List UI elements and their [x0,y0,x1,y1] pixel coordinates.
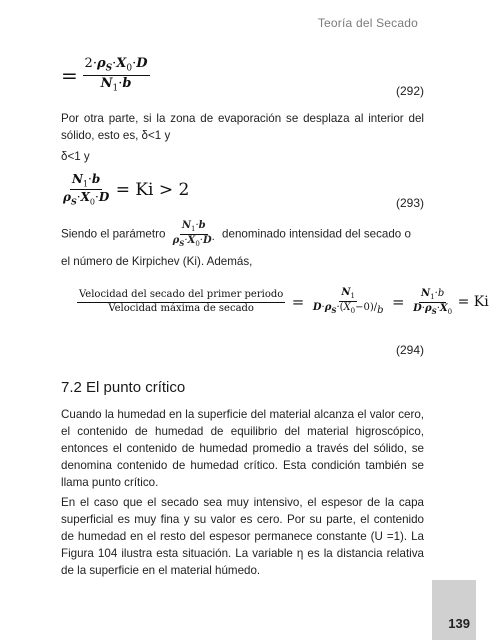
section-title: 7.2 El punto crítico [61,379,186,396]
text-before: Siendo el parámetro [61,227,166,241]
equation-number-292: (292) [395,84,424,98]
page-number-tab [432,580,476,640]
page-number: 139 [448,616,470,631]
equation-294: $\frac{\text{Velocidad del secado del primer periodo}}{\text{Velocidad máxima de secado}}$ = $\frac{N_1}{D\cdot\rho_S\cdot(X_0-0)/_b}$ = $\frac{N_1\cdot b}{D\cdot\rho_S\cdot X_0}$ = Ki [79,287,489,316]
paragraph: el número de Kirpichev (Ki). Además, [61,255,253,268]
paragraph: Cuando la humedad en la superficie del material alcanza el valor cero, el contenido de humedad de equilibrio del material higroscópico, entonces el contenido de humedad promedio a través del sólido, se denomina contenido de humedad crítico. Esta condición también se llama punto crítico. [61,408,424,489]
equation-lhs-numerator: Velocidad del secado del primer periodo [77,289,285,303]
equation-lhs-denominator: Velocidad máxima de secado [108,302,254,314]
equation-293: $\frac{N_1\cdot b}{\rho_S\cdot X_0\cdot D}$ = Ki > 2 [63,172,190,207]
paragraph: Por otra parte, si la zona de evaporación se desplaza al interior del sólido, esto es, δ<1 y [61,112,424,142]
paragraph-parameter [61,220,424,249]
text-after: denominado intensidad del secado o [218,227,411,241]
equation-number-293: (293) [395,196,424,210]
paragraph: δ<1 y [61,150,90,163]
equation-number-294: (294) [395,343,424,357]
equation-rhs: = Ki > 2 [115,179,190,200]
paragraph: En el caso que el secado sea muy intensivo, el espesor de la capa superficial es muy fina y su valor es cero. Por su parte, el contenido de humedad en el resto del espesor permanece constante (U =1). La Figura 104 ilustra esta situación. La variable η es la distancia relativa de la superficie en el material húmedo. [61,496,424,577]
equation-rhs: = Ki [457,294,489,311]
equation-292: = $\frac{2\cdot\rho_S\cdot X_0\cdot D}{N_1\cdot b}$ [61,56,148,94]
running-header: Teoría del Secado [317,16,418,30]
inline-fraction: $\frac{N_1\cdot b}{\rho_S\cdot X_0\cdot D\cdot}$ [172,220,215,248]
